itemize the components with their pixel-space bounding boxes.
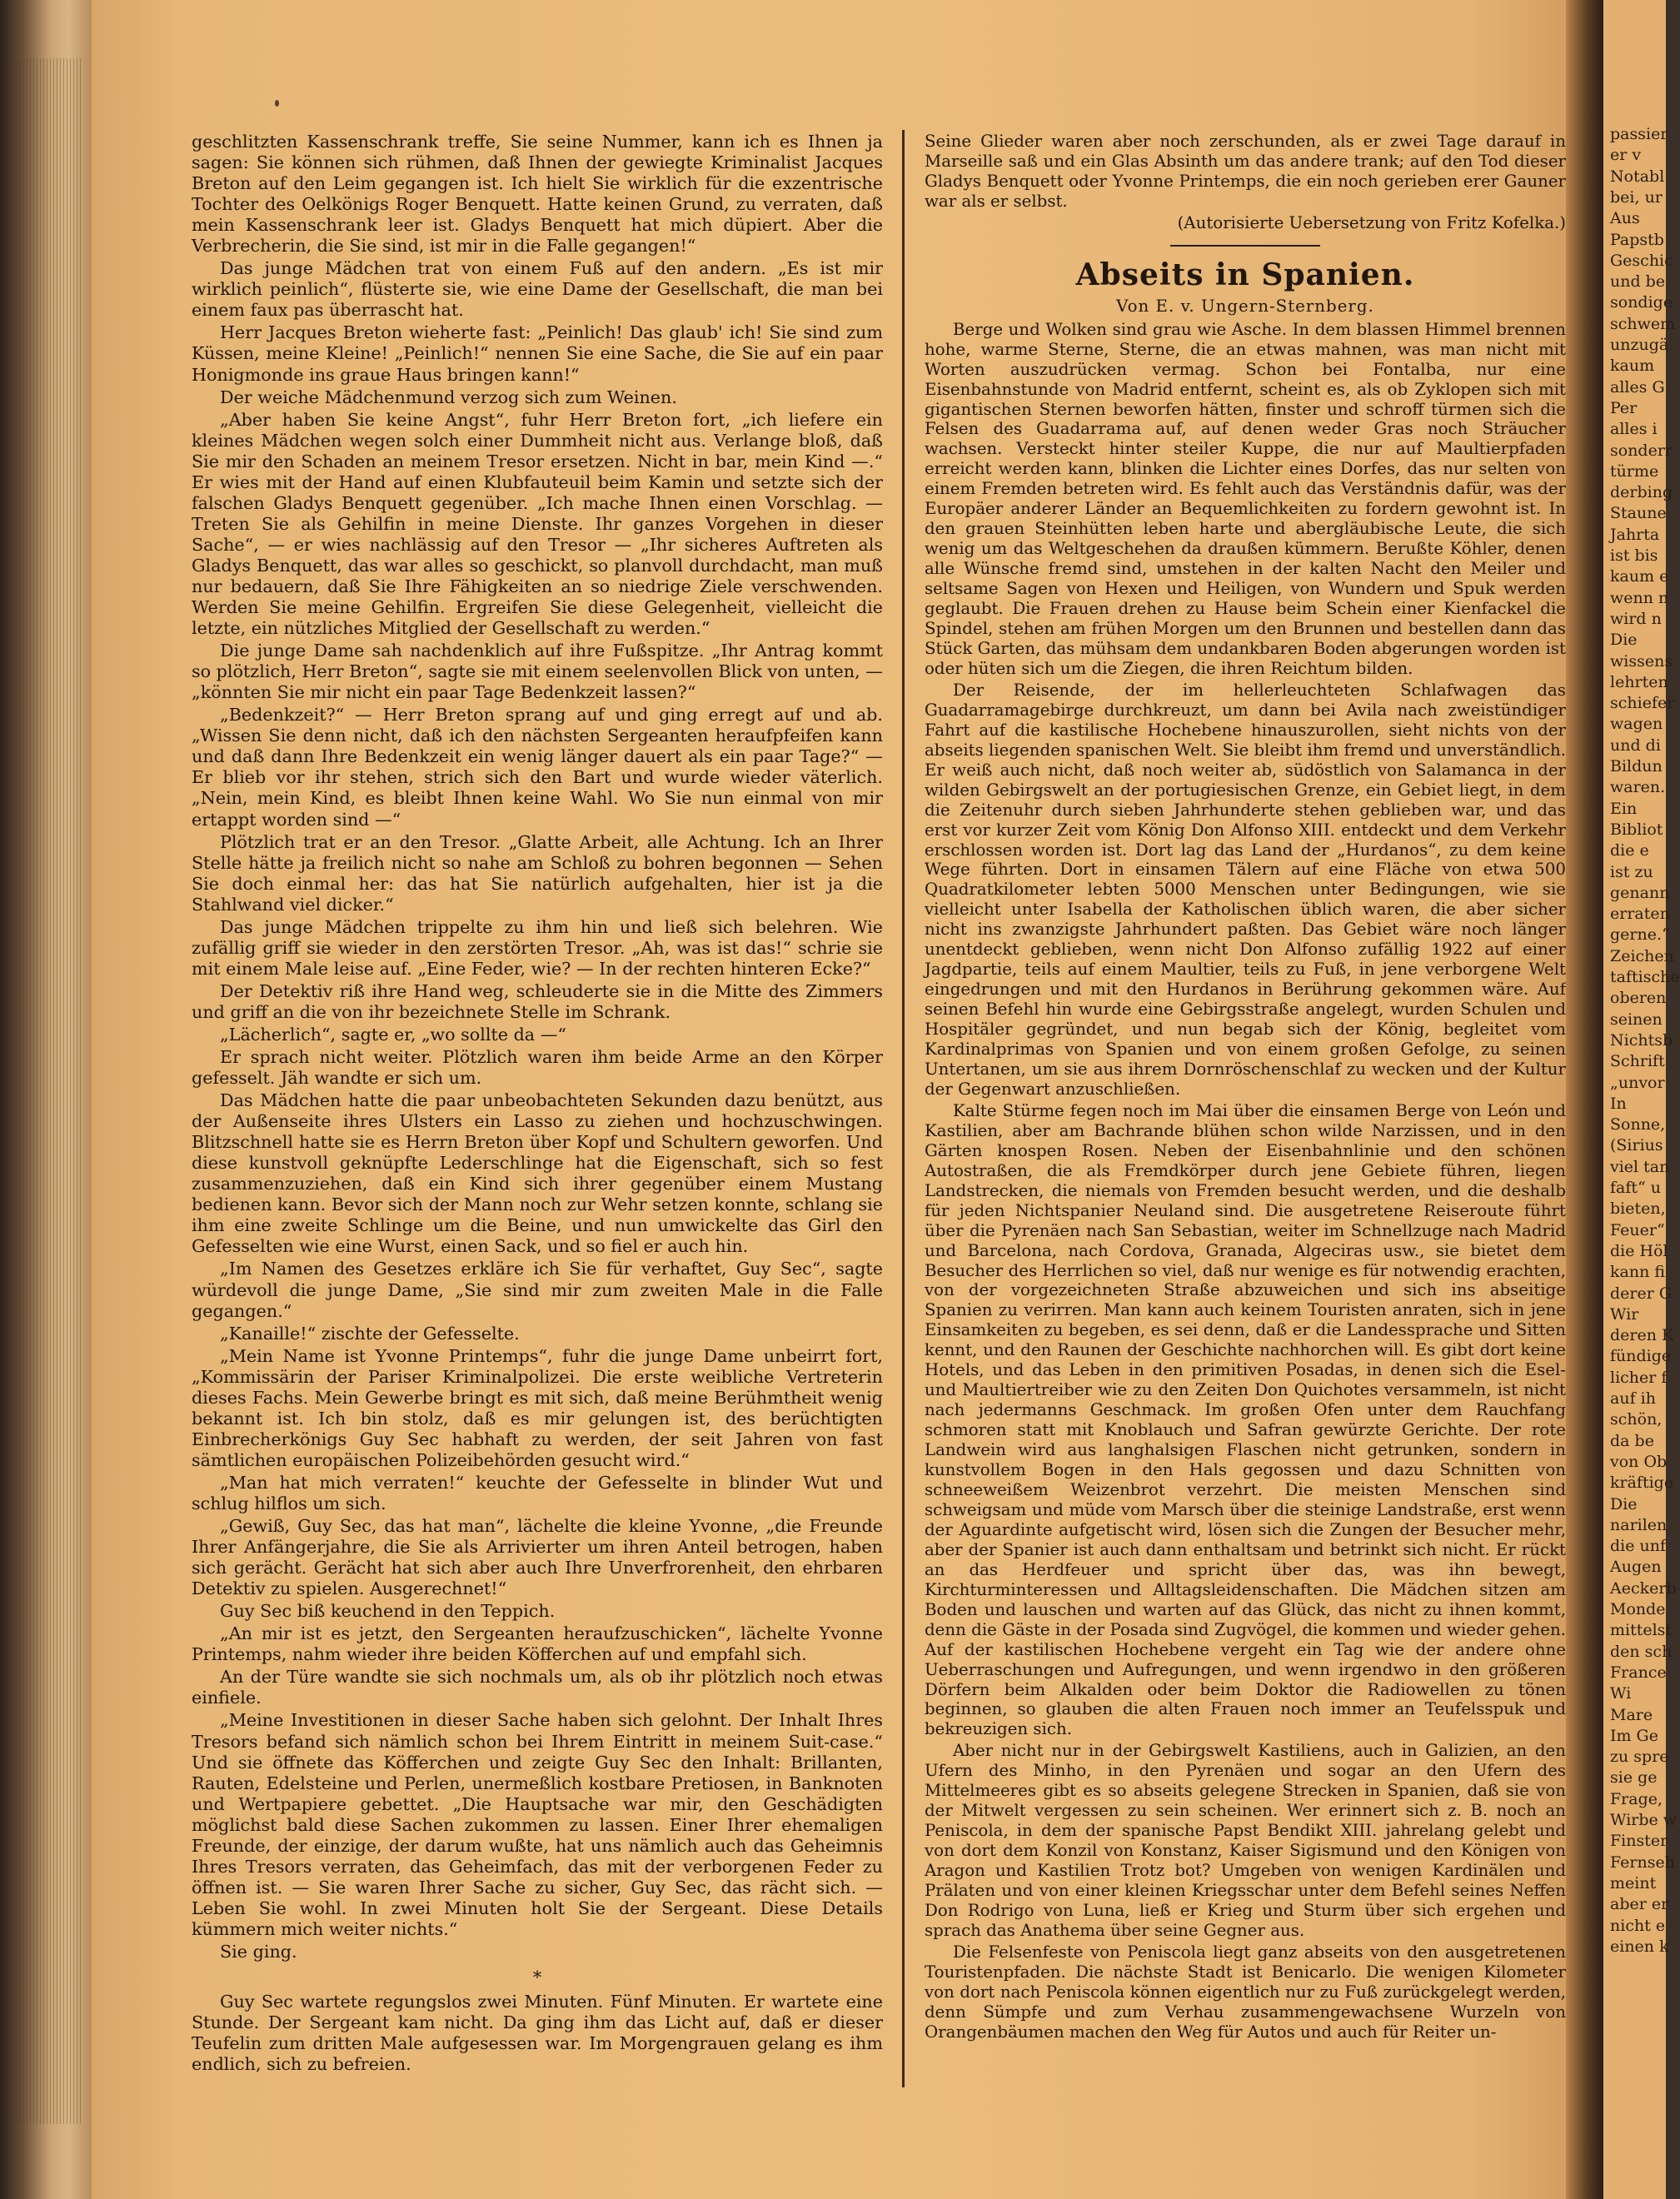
next-page-text-fragment: Fernseh [1610, 1852, 1675, 1872]
next-page-text-fragment: wird n [1610, 609, 1662, 628]
next-page-text-fragment: Feuer“ [1610, 1220, 1665, 1239]
next-page-text-fragment: mittelst [1610, 1621, 1673, 1640]
next-page-text-fragment: schwem [1610, 314, 1676, 333]
next-page-text-fragment: Die [1610, 631, 1638, 650]
next-page-text-fragment: Schrift [1610, 1052, 1665, 1071]
next-page-text-fragment: erraten [1610, 905, 1670, 924]
next-page-text-fragment: schön, [1610, 1410, 1663, 1429]
ink-spot [275, 100, 279, 107]
story-paragraph: Herr Jacques Breton wieherte fast: „Peinlich! Das glaub' ich! Sie sind zum Küssen, meine Kleine! „Peinlich!“ nennen Sie eine Sache, die Sie auf ein paar Honigmonde ins graue Haus bringen kann!“ [192, 322, 883, 385]
next-page-text-fragment: genann [1610, 883, 1670, 902]
story-closing-paragraph: Guy Sec wartete regungslos zwei Minuten. Fünf Minuten. Er wartete eine Stunde. Der Sergeant kam nicht. Da ging ihm das Licht auf, daß er dieser Teufelin zum dritten Male aufgesessen war. Im Morgengrauen gelang es ihm endlich, sich zu befreien. [192, 1992, 883, 2075]
next-page-text-fragment: kaum [1610, 357, 1655, 376]
next-page-text-fragment: er v [1610, 146, 1642, 165]
next-page-text-fragment: narilen [1610, 1515, 1668, 1534]
next-page-text-fragment: sie ge [1610, 1768, 1658, 1788]
story-paragraph: Das junge Mädchen trat von einem Fuß auf den andern. „Es ist mir wirklich peinlich“, flüsterte sie, wie eine Dame der Gesellschaft, die man bei einem faux pas überrascht hat. [192, 258, 883, 321]
article-paragraph: Kalte Stürme fegen noch im Mai über die einsamen Berge von León und Kastilien, aber am Bachrande blühen schon wilde Narzissen, und in den Gärten knospen Rosen. Neben der Eisenbahnlinie und den schönen Autostraßen, die als Fremdkörper durch jene Gebiete führen, liegen Landstrecken, die niemals von Fremden besucht werden, und die deshalb für jeden Nichtspanier Neuland sind. Die ausgetretene Reiseroute führt über die Pyrenäen nach San Sebastian, weiter im Schnellzuge nach Madrid und Barcelona, nach Cordova, Granada, Algeciras usw., sie bietet dem Besucher des Herrlichen so viel, daß nur wenige es für notwendig erachten, von der vorgezeichneten Straße abzuweichen und sich ins abseitige Spanien zu verirren. Man kann auch keinem Touristen anraten, sich in jene Einsamkeiten zu begeben, es sei denn, daß er die Landessprache und Sitten kennt, und den Raunen der Geschichte nachhorchen will. Es gibt dort keine Hotels, und das Leben in den primitiven Posadas, in denen sich die Esel- und Maultiertreiber wie zu den Zeiten Don Quichotes versammeln, ist nicht nach jedermanns Geschmack. Im großen Ofen unter dem Rauchfang schmoren statt mit Knoblauch und Safran gewürzte Gerichte. Der rote Landwein wird aus langhalsigen Flaschen nicht getrunken, sondern in kunstvollem Bogen in den Hals gegossen und dazu Schnitten von schneeweißem Weizenbrot verzehrt. Die meisten Menschen sind schweigsam und müde vom Marsch über die steinige Landstraße, erst wenn der Aguardinte aufgetischt wird, lösen sich die Zungen der Besucher mehr, aber der Spanier ist auch dann enthaltsam und betrinkt sich nicht. Er rückt an das Herdfeuer und spricht über das, was ihn bewegt, Kirchturminteressen und Alltagsleidenschaften. Die Mädchen sitzen am Boden und lauschen und warten auf das Glück, das nicht zu ihnen kommt, denn die Gäste in der Posada sind Zugvögel, die kommen und wieder gehen. Auf der kastilischen Hochebene vergeht ein Tag wie der andere ohne Ueberraschungen und Aufregungen, und wenn irgendwo in den größeren Dörfern beim Alkalden oder beim Doktor die Radiowellen zu tönen beginnen, so glauben die alten Frauen noch immer an Teufelsspuk und bekreuzigen sich. [925, 1100, 1566, 1739]
next-page-text-fragment: „unvor [1610, 1073, 1665, 1092]
next-page-text-fragment: Per [1610, 398, 1638, 417]
next-page-text-fragment: Aeckerb [1610, 1578, 1677, 1598]
story-paragraph: Sie ging. [220, 1941, 297, 1962]
column-divider [902, 130, 905, 2087]
adjacent-page-edge [1603, 0, 1680, 2199]
story-paragraph: „Bedenkzeit?“ — Herr Breton sprang auf und ging erregt auf und ab. „Wissen Sie denn nicht, daß ich den nächsten Sergeanten heraufpfeifen kann und daß dann Ihre Bedenkzeit ein wenig länger dauert als ein paar Tage?“ — Er blieb vor ihr stehen, strich sich den Bart und wurde wieder väterlich. „Nein, mein Kind, es bleibt Ihnen keine Wahl. Wo Sie nun einmal von mir ertappt worden sind —“ [192, 705, 883, 830]
next-page-text-fragment: fündige [1610, 1347, 1672, 1366]
next-page-text-fragment: Mare [1610, 1705, 1653, 1724]
story-paragraph: Das Mädchen hatte die paar unbeobachteten Sekunden dazu benützt, aus der Außenseite ihres Ulsters ein Lasso zu ziehen und hochzuschwingen. Blitzschnell hatte sie es Herrn Breton über Kopf und Schultern geworfen. Und diese kunstvoll geknüpfte Lederschlinge hat die Eigenschaft, sich so fest zusammenzuziehen, daß ein Kind sich ihrer gegenüber einem Mustang bedienen kann. Bevor sich der Mann noch zur Wehr setzen konnte, schlang sie ihm eine zweite Schlinge um die Beine, und nun umwickelte das Girl den Gefesselten wie eine Wurst, einen Sack, und so fiel er auch hin. [192, 1090, 883, 1257]
book-spine [1566, 0, 1603, 2199]
story-paragraph: Plötzlich trat er an den Tresor. „Glatte Arbeit, alle Achtung. Ich an Ihrer Stelle hätte ja freilich nicht so nahe am Schloß zu bohren begonnen — Sehen Sie doch einmal her: das hat Sie natürlich aufgehalten, hier ist ja die Stahlwand viel dicker.“ [192, 831, 883, 915]
next-page-text-fragment: auf ih [1610, 1389, 1656, 1408]
story-paragraph: Er sprach nicht weiter. Plötzlich waren ihm beide Arme an den Körper gefesselt. Jäh wandte er sich um. [192, 1047, 883, 1089]
next-page-text-fragment: Wir [1610, 1304, 1639, 1324]
next-page-text-fragment: alles G [1610, 377, 1665, 396]
next-page-text-fragment: den sch [1610, 1642, 1673, 1661]
next-page-text-fragment: Geschic [1610, 251, 1673, 270]
story-paragraph: „Im Namen des Gesetzes erkläre ich Sie für verhaftet, Guy Sec“, sagte würdevoll die junge Dame, „Sie sind mir zum zweiten Male in die Falle gegangen.“ [192, 1259, 883, 1321]
next-page-text-fragment: schiefer [1610, 694, 1675, 713]
next-page-text-fragment: (Sirius [1610, 1136, 1663, 1155]
story-paragraph: „Lächerlich“, sagte er, „wo sollte da —“ [220, 1024, 566, 1045]
story-paragraph: Guy Sec biß keuchend in den Teppich. [220, 1601, 556, 1622]
next-page-text-fragment: nicht e [1610, 1916, 1666, 1935]
next-page-text-fragment: einen k [1610, 1937, 1669, 1956]
next-page-text-fragment: oberen [1610, 989, 1667, 1008]
story-paragraph: Der weiche Mädchenmund verzog sich zum Weinen. [220, 386, 677, 407]
next-page-text-fragment: In [1610, 1094, 1627, 1113]
story-paragraph: „Meine Investitionen in dieser Sache haben sich gelohnt. Der Inhalt Ihres Tresors befand sich nämlich schon bei Ihrem Eintritt in meinem Suit-case.“ Und sie öffnete das Köfferchen und zeigte Guy Sec den Inhalt: Brillanten, Rauten, Edelsteine und Perlen, unermeßlich kostbare Pretiosen, in Banknoten und Wertpapiere gebettet. „Die Hauptsache war mir, den Geschädigten möglichst bald diese Sachen zukommen zu lassen. Einer Ihrer ehemaligen Freunde, der einzige, der darum wußte, hat uns nämlich auch das Geheimnis Ihres Tresors verraten, das Geheimfach, das mit der verborgenen Feder zu öffnen ist. — Sie waren Ihrer Sache zu sicher, Guy Sec, das rächt sich. — Leben Sie wohl. In zwei Minuten holt Sie der Sergeant. Diese Details kümmern mich weiter nichts.“ [192, 1710, 883, 1939]
story-ending-paragraph: Seine Glieder waren aber noch zerschunden, als er zwei Tage darauf in Marseille saß und ein Glas Absinth um das andere trank; auf den Tod dieser Gladys Benquett oder Yvonne Printemps, die ein noch gerieben erer Gauner war als er selbst. [925, 132, 1566, 211]
story-paragraph: „Gewiß, Guy Sec, das hat man“, lächelte die kleine Yvonne, „die Freunde Ihrer Anfängerjahre, die Sie als Arrivierter um ihren Anteil betrogen, haben sich gerächt. Gerächt hat sich aber auch Ihre Unverfrorenheit, den ehrbaren Detektiv zu spielen. Ausgerechnet!“ [192, 1516, 883, 1599]
next-page-text-fragment: Nichtsb [1610, 1030, 1673, 1050]
next-page-text-fragment: seinen [1610, 1010, 1663, 1029]
next-page-text-fragment: aber er [1610, 1895, 1669, 1914]
next-page-text-fragment: und di [1610, 735, 1661, 755]
next-page-text-fragment: Bildun [1610, 757, 1663, 775]
story-paragraph: „Kanaille!“ zischte der Gefesselte. [220, 1323, 520, 1344]
next-page-text-fragment: und be [1610, 272, 1666, 292]
next-page-text-fragment: da be [1610, 1431, 1654, 1450]
next-page-text-fragment: Papstb [1610, 230, 1664, 249]
article-paragraph: Aber nicht nur in der Gebirgswelt Kastiliens, auch in Galizien, an den Ufern des Minho, in den Pyrenäen und sogar an den Ufern des Mittelmeeres gibt es so abseits gelegene Strecken in Spanien, daß sie von der Mitwelt vergessen zu sein scheinen. Wer erinnert sich z. B. noch an Peniscola, in dem der spanische Papst Bendikt XIII. jahrelang gelebt und von dort dem Konzil von Konstanz, Kaiser Sigismund und den Königen von Aragon und Kastilien Trotz bot? Umgeben von wenigen Kardinälen und Prälaten und von einer kleinen Kriegsschar unter dem Befehl seines Neffen Don Rodrigo von Luna, ließ er Krieg und Sturm über sich ergehen und sprach das Anathema über seine Gegner aus. [925, 1741, 1566, 1940]
article-paragraph: Die Felsenfeste von Peniscola liegt ganz abseits von den ausgetretenen Touristenpfaden. Die nächste Stadt ist Benicarlo. Die wenigen Kilometer von dort nach Peniscola können eigentlich nur zu Fuß zurückgelegt werden, denn Sümpfe und zum Verhau zusammengewachsene Wurzeln von Orangenbäumen machen den Weg für Autos und auch für Reiter un- [925, 1942, 1566, 2042]
story-paragraph: „An mir ist es jetzt, den Sergeanten heraufzuschicken“, lächelte Yvonne Printemps, nahm wieder ihre beiden Köfferchen auf und empfahl sich. [192, 1623, 883, 1665]
next-page-text-fragment: Monde [1610, 1600, 1666, 1618]
book-page-edges [0, 0, 92, 2199]
next-page-text-fragment: licher f [1610, 1368, 1668, 1387]
next-page-text-fragment: türme [1610, 461, 1659, 481]
article-body [925, 320, 1566, 2042]
story-paragraph: „Mein Name ist Yvonne Printemps“, fuhr die junge Dame unbeirrt fort, „Kommissärin der Pariser Kriminalpolizei. Die erste weibliche Vertreterin dieses Fachs. Mein Gewerbe bringt es mit sich, daß meine Berühmtheit wenig bekannt ist. Ich bin stolz, daß es mir gelungen ist, des berüchtigten Einbrecherkönigs Guy Sec habhaft zu werden, der seit Jahren von fast sämtlichen europäischen Polizeibehörden gesucht wird.“ [192, 1345, 883, 1470]
next-page-text-fragment: France [1610, 1663, 1667, 1682]
right-column [925, 132, 1566, 2044]
next-page-text-fragment: Staune [1610, 504, 1667, 523]
story-paragraph: „Aber haben Sie keine Angst“, fuhr Herr Breton fort, „ich liefere ein kleines Mädchen wegen solch einer Dummheit nicht aus. Verlange bloß, daß Sie mir den Schaden an meinem Tresor ersetzen. Nicht in bar, mein Kind —.“ Er wies mit der Hand auf einen Klubfauteuil beim Kamin und setzte sich der falschen Gladys Benquett gegenüber. „Ich mache Ihnen einen Vorschlag. — Treten Sie als Gehilfin in meine Dienste. Ihr ganzes Vorgehen in dieser Sache“, — er wies nachlässig auf den Tresor — „Ihr sicheres Auftreten als Gladys Benquett, das war alles so geschickt, so planvoll durchdacht, man muß nur bedauern, daß Sie Ihre Fähigkeiten an so niedrige Ziele verschwenden. Werden Sie meine Gehilfin. Ergreifen Sie diese Gelegenheit, vielleicht die letzte, ein nützliches Mitglied der Gesellschaft zu werden.“ [192, 409, 883, 639]
translation-credit: (Autorisierte Uebersetzung von Fritz Kofelka.) [1177, 212, 1566, 232]
article-headline: Abseits in Spanien. [1075, 257, 1415, 292]
next-page-text-fragment: derer G [1610, 1284, 1673, 1303]
section-break-star: * [532, 1967, 542, 1988]
next-page-text-fragment: sondige [1610, 293, 1673, 312]
story-paragraph: Die junge Dame sah nachdenklich auf ihre Fußspitze. „Ihr Antrag kommt so plötzlich, Herr Breton“, sagte sie mit einem seelenvollen Blick von unten, — „könnten Sie mir nicht ein paar Tage Bedenkzeit lassen?“ [192, 641, 883, 703]
next-page-text-fragment: bei, ur [1610, 187, 1663, 207]
next-page-text-fragment: sonderr [1610, 441, 1673, 460]
next-page-text-fragment: Im Ge [1610, 1726, 1658, 1745]
next-page-text-fragment: Bibliot [1610, 820, 1663, 839]
next-page-text-fragment: passier [1610, 125, 1668, 143]
next-page-text-fragment: die unf [1610, 1537, 1667, 1556]
story-paragraph: „Man hat mich verraten!“ keuchte der Gefesselte in blinder Wut und schlug hilflos um sich. [192, 1472, 883, 1513]
next-page-text-fragment: Aus [1610, 209, 1640, 228]
next-page-text-fragment: wissens [1610, 651, 1673, 671]
article-paragraph: Der Reisende, der im hellerleuchteten Schlafwagen das Guadarramagebirge durchkreuzt, um dann bei Avila nach zweistündiger Fahrt auf die kastilische Hochebene hinauszurollen, sieht nichts von der abseits liegenden spanischen Welt. Sie bleibt ihm fremd und unverständlich. Er weiß auch nicht, daß noch weiter ab, südöstlich von Salamanca in der wilden Gebirgswelt an der portugiesischen Grenze, ein Gebiet liegt, in dem die Zeitenuhr durch sieben Jahrhunderte stehen geblieben war, und das erst vor kurzer Zeit vom König Don Alfonso XIII. entdeckt und dem Verkehr erschlossen worden ist. Dort lag das Land der „Hurdanos“, zu dem keine Wege führten. Dort in einsamen Tälern auf eine Fläche von etwa 500 Quadratkilometer lebten 5000 Menschen unter Bedingungen, wie sie vielleicht unter Isabella der Katholischen üblich waren, die aber sicher nicht ins zwanzigste Jahrhundert paßten. Das Gebiet wäre noch länger unentdeckt geblieben, wenn nicht Don Alfonso zufällig 1922 auf einer Jagdpartie, teils auf einem Maultier, teils zu Fuß, in jene verborgene Welt eingedrungen und mit den Hurdanos in Berührung gekommen wäre. Auf seinen Befehl hin wurde eine Gebirgsstraße angelegt, wurden Schulen und Hospitäler gegründet, und nun begab sich der König, begleitet vom Kardinalprimas von Spanien und von einem großen Gefolge, zu seinen Untertanen, um sie aus ihrem Dornröschenschlaf zu wecken und der Kultur der Gegenwart anzuschließen. [925, 680, 1566, 1099]
next-page-text-fragment: Notabl [1610, 167, 1665, 186]
next-page-text-fragment: Die [1610, 1494, 1638, 1513]
next-page-text-fragment: faft“ u [1610, 1179, 1662, 1197]
next-page-text-fragment: bieten, [1610, 1199, 1666, 1219]
next-page-text-fragment: die Höl [1610, 1241, 1668, 1260]
next-page-text-fragment: ist bis [1610, 546, 1658, 565]
next-page-text-fragment: unzugä [1610, 336, 1669, 354]
next-page-text-fragment: Finster [1610, 1832, 1668, 1851]
next-page-text-fragment: Jahrta [1610, 525, 1660, 544]
next-page-text-fragment: taftische [1610, 968, 1680, 986]
next-page-text-fragment: kann fi [1610, 1263, 1666, 1282]
next-page-text-fragment: Frage, [1610, 1789, 1663, 1808]
next-page-text-fragment: von Ob [1610, 1452, 1668, 1471]
article-byline: Von E. v. Ungern-Sternberg. [1116, 296, 1374, 316]
next-page-text-fragment: die e [1610, 841, 1649, 860]
next-page-text-fragment: kräftige [1610, 1473, 1674, 1493]
next-page-text-fragment: lehrten [1610, 672, 1668, 691]
next-page-text-fragment: meint [1610, 1873, 1657, 1892]
next-page-text-fragment: waren. [1610, 778, 1666, 797]
next-page-text-fragment: Ein [1610, 799, 1638, 818]
story-paragraph: An der Türe wandte sie sich nochmals um, als ob ihr plötzlich noch etwas einfiele. [192, 1667, 883, 1708]
next-page-text-fragment: ist zu [1610, 862, 1653, 881]
story-paragraph: Der Detektiv riß ihre Hand weg, schleuderte sie in die Mitte des Zimmers und griff an die von ihr bezeichnete Stelle im Schrank. [192, 980, 883, 1022]
next-page-text-fragment: derbing [1610, 483, 1673, 502]
next-page-text-fragment: Wirbe w [1610, 1811, 1678, 1829]
next-page-text-fragment: Zeichen [1610, 946, 1674, 965]
next-page-text-fragment: Wi [1610, 1684, 1632, 1703]
next-page-text-fragment: zu spre [1610, 1748, 1669, 1767]
left-column-story [192, 132, 883, 2077]
headline-rule [1170, 245, 1320, 247]
next-page-text-fragment: alles i [1610, 420, 1658, 439]
next-page-text-fragment: Augen [1610, 1558, 1662, 1577]
next-page-text-fragment: kaum e [1610, 567, 1669, 586]
story-paragraph: Das junge Mädchen trippelte zu ihm hin und ließ sich belehren. Wie zufällig griff sie wieder in den zerstörten Tresor. „Ah, was ist das!“ schrie sie mit einem Male leise auf. „Eine Feder, wie? — In der rechten hinteren Ecke?“ [192, 916, 883, 979]
next-page-text-fragment: deren K [1610, 1326, 1674, 1345]
next-page-text-fragment: wenn n [1610, 588, 1669, 607]
article-paragraph: Berge und Wolken sind grau wie Asche. In dem blassen Himmel brennen hohe, warme Sterne, Sterne, die an etwas mahnen, was man nicht mit Worten auszudrücken vermag. Schon bei Fontalba, nur eine Eisenbahnstunde von Madrid entfernt, scheint es, als ob Zyklopen sich mit gigantischen Sternen beworfen hätten, finster und schroff türmen sich die Felsen des Guadarrama auf, auf denen weder Gras noch Sträucher wachsen. Versteckt hinter steiler Kuppe, die nur auf Maultierpfaden erreicht werden kann, blinken die Lichter eines Dorfes, das nur selten von einem Fremden betreten wird. Es fehlt auch das Verständnis dafür, was der Europäer anderer Länder an Bequemlichkeiten zu fordern gewohnt ist. In den grauen Steinhütten leben harte und abergläubische Leute, die sich wenig um das Weltgeschehen da draußen kümmern. Berußte Köhler, denen alle Wünsche fremd sind, umstehen in der kalten Nacht den Meiler und seltsame Sagen von Hexen und Heiligen, von Wundern und Spuk werden geglaubt. Die Frauen drehen zu Hause beim Schein einer Kienfackel die Spindel, stehen am frühen Morgen um den Brunnen und bestellen dann das Stück Garten, das mühsam dem undankbaren Boden abgerungen worden ist oder hüten sich um die Ziegen, die ihren Reichtum bilden. [925, 319, 1566, 678]
next-page-text-fragment: gerne.“ [1610, 925, 1670, 945]
next-page-text-fragment: Sonne, [1610, 1115, 1666, 1134]
story-paragraph: geschlitzten Kassenschrank treffe, Sie seine Nummer, kann ich es Ihnen ja sagen: Sie können sich rühmen, daß Ihnen der gewiegte Kriminalist Jacques Breton auf den Leim gegangen ist. Ich hielt Sie wirklich für die exzentrische Tochter des Oelkönigs Roger Benquett. Hatte keinen Grund, zu verraten, daß mein Kassenschrank leer ist. Gladys Benquett hat mich düpiert. Aber die Verbrecherin, die Sie sind, ist mir in die Falle gegangen!“ [192, 132, 883, 257]
page-edge-lines [17, 58, 83, 2124]
next-page-text-fragment: viel tan [1610, 1157, 1670, 1176]
next-page-text-fragment: wagen [1610, 715, 1663, 734]
